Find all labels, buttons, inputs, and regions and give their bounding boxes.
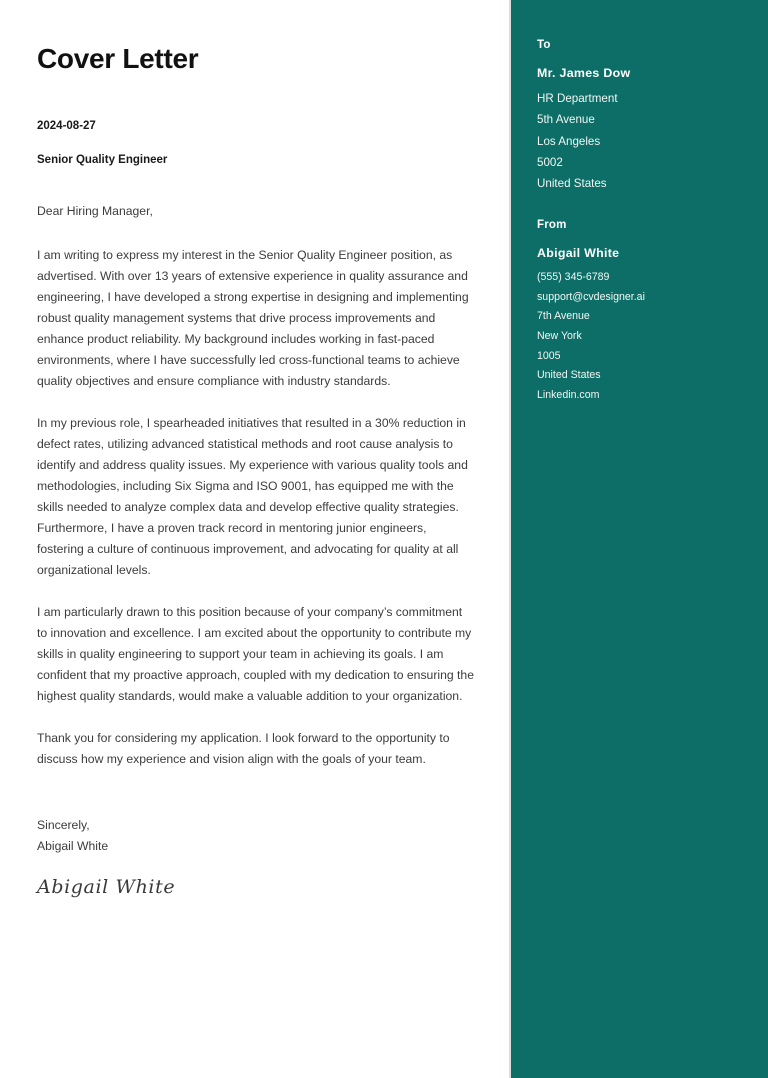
- closing-block: [37, 815, 475, 904]
- recipient-line: 5002: [537, 155, 563, 169]
- valediction: Sincerely,: [37, 817, 90, 832]
- sender-section: [537, 219, 748, 406]
- body-paragraph: In my previous role, I spearheaded initiatives that resulted in a 30% reduction in defect rates, utilizing advanced statistical methods and root cause analysis to identify and address quality issues. My experience with various quality tools and methodologies, including Six Sigma and ISO 9001, has equipped me with the skills needed to analyze complex data and develop effective quality strategies. Furthermore, I have a proven track record in mentoring junior engineers, fostering a culture of continuous improvement, and advocating for quality at all organizational levels.: [37, 415, 468, 577]
- recipient-line: HR Department: [537, 92, 618, 106]
- signature: Abigail White: [37, 875, 176, 898]
- sender-name: Abigail White: [537, 245, 620, 260]
- body-paragraph: I am particularly drawn to this position because of your company’s commitment to innovation and excellence. I am excited about the opportunity to contribute my skills in quality engineering to support your team in achieving its goals. I am confident that my proactive approach, coupled with my dedication to ensuring the highest quality standards, would make a valuable addition to your organization.: [37, 604, 474, 703]
- recipient-line: Los Angeles: [537, 134, 601, 148]
- recipient-heading: To: [537, 39, 551, 51]
- recipient-line: United States: [537, 176, 607, 190]
- sender-name: Abigail White: [37, 838, 109, 853]
- letter-date: 2024-08-27: [37, 119, 96, 132]
- sender-line: United States: [537, 369, 601, 382]
- recipient-line: 5th Avenue: [537, 113, 595, 127]
- sender-email[interactable]: support@cvdesigner.ai: [537, 290, 645, 303]
- contact-sidebar: [511, 0, 768, 1078]
- body-paragraph: I am writing to express my interest in the Senior Quality Engineer position, as advertised. With over 13 years of extensive experience in quality assurance and engineering, I have developed a strong expertise in designing and implementing robust quality management systems that drive process improvements and enhance product reliability. My background includes working in fast-paced environments, where I have successfully led cross-functional teams to achieve quality objectives and ensure compliance with industry standards.: [37, 247, 469, 388]
- body-paragraph: Thank you for considering my application. I look forward to the opportunity to discuss how my experience and vision align with the goals of your team.: [37, 730, 450, 766]
- sender-phone: (555) 345-6789: [537, 271, 610, 284]
- sender-line: 1005: [537, 349, 561, 362]
- recipient-section: [537, 39, 748, 194]
- sender-heading: From: [537, 218, 567, 231]
- recipient-name: Mr. James Dow: [537, 66, 631, 80]
- page-title: Cover Letter: [37, 43, 199, 74]
- sender-linkedin[interactable]: Linkedin.com: [537, 388, 600, 401]
- sender-line: New York: [537, 329, 582, 342]
- job-title: Senior Quality Engineer: [37, 153, 168, 166]
- sender-line: 7th Avenue: [537, 310, 590, 323]
- salutation: Dear Hiring Manager,: [37, 203, 153, 218]
